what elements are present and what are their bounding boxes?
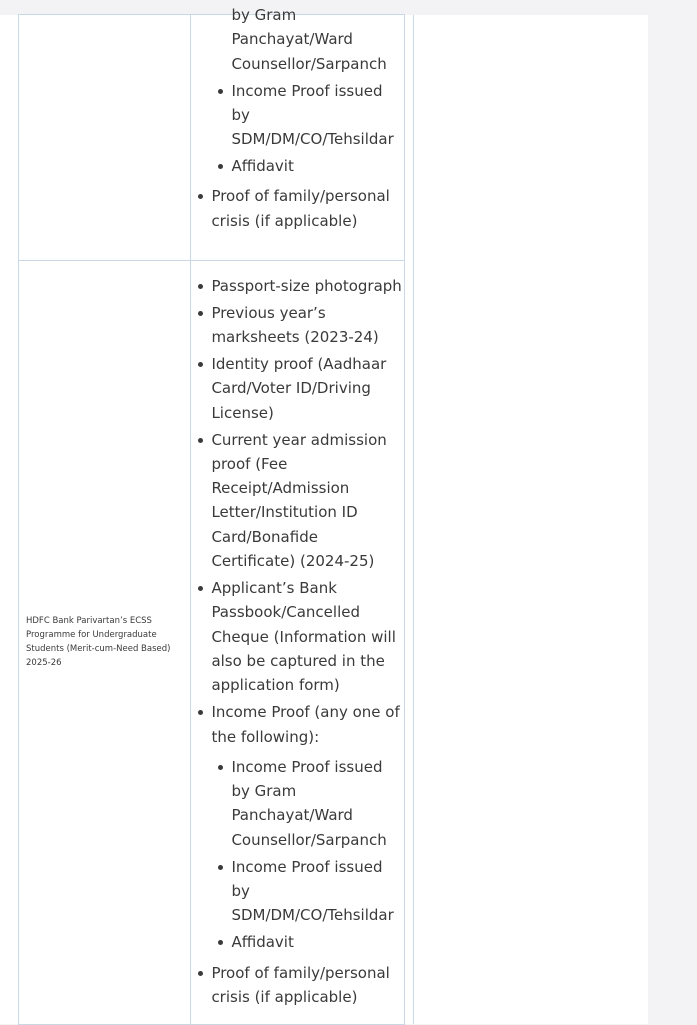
list-item-text: Current year admission proof (Fee Receipt/Admission Letter/Institution ID Card/Bonafide Certificate) (2024-25) — [211, 430, 387, 571]
list-item — [211, 3, 404, 76]
list-item-text: Proof of family/personal crisis (if applicable) — [211, 187, 390, 230]
list-item — [191, 700, 404, 954]
list-item-text: Income Proof issued by SDM/DM/CO/Tehsildar — [231, 857, 394, 925]
bullet-icon — [218, 765, 223, 770]
bullet-icon — [198, 710, 203, 715]
list-item — [211, 79, 404, 152]
scholarship-name-cell — [19, 15, 191, 261]
column-divider — [413, 15, 414, 1024]
list-item-text: by Gram Panchayat/Ward Counsellor/Sarpanch — [231, 6, 387, 73]
income-proof-sublist — [211, 755, 404, 955]
list-item — [211, 154, 404, 178]
list-item-text: Identity proof (Aadhaar Card/Voter ID/Driving License) — [211, 355, 387, 422]
income-proof-sublist — [191, 3, 404, 178]
list-item — [211, 755, 404, 852]
list-item — [191, 352, 404, 425]
bullet-icon — [218, 164, 223, 169]
table-row — [19, 260, 405, 1024]
documents-table — [18, 6, 405, 1025]
list-item — [211, 930, 404, 954]
documents-cell — [191, 6, 405, 261]
bullet-icon — [198, 971, 203, 976]
bullet-icon — [198, 311, 203, 316]
list-item-text: Income Proof issued by Gram Panchayat/Ward Counsellor/Sarpanch — [231, 757, 387, 849]
scholarship-name-cell: HDFC Bank Parivartan’s ECSS Programme for Undergraduate Students (Merit-cum-Need Based) 2025-26 — [19, 260, 191, 1024]
list-item-text: Affidavit — [231, 933, 294, 952]
list-item — [191, 961, 404, 1010]
bullet-icon — [198, 284, 203, 289]
list-item-text: Previous year’s marksheets (2023-24) — [211, 303, 379, 347]
list-item-text: Income Proof issued by SDM/DM/CO/Tehsildar — [231, 81, 394, 149]
bullet-icon — [198, 194, 203, 199]
list-item-text: Income Proof (any one of the following): — [211, 703, 400, 746]
page-content — [0, 6, 648, 1024]
bullet-icon — [198, 586, 203, 591]
documents-cell — [191, 260, 405, 1024]
list-item — [191, 3, 404, 178]
list-item — [211, 855, 404, 928]
documents-list — [191, 261, 404, 1024]
list-item — [191, 576, 404, 697]
list-item — [191, 428, 404, 574]
list-item-text: Proof of family/personal crisis (if applicable) — [211, 963, 390, 1006]
documents-list — [191, 3, 404, 248]
list-item-text: Affidavit — [231, 157, 294, 176]
list-item — [191, 301, 404, 350]
bullet-icon — [218, 940, 223, 945]
list-item-text: Applicant’s Bank Passbook/Cancelled Cheque (Information will also be captured in the application form) — [211, 579, 396, 695]
list-item — [191, 184, 404, 233]
bullet-icon — [198, 362, 203, 367]
bullet-icon — [218, 89, 223, 94]
table-row — [19, 15, 405, 261]
bullet-icon — [218, 865, 223, 870]
list-item — [191, 274, 404, 298]
list-item-text: Passport-size photograph — [211, 276, 402, 295]
bullet-icon — [198, 438, 203, 443]
